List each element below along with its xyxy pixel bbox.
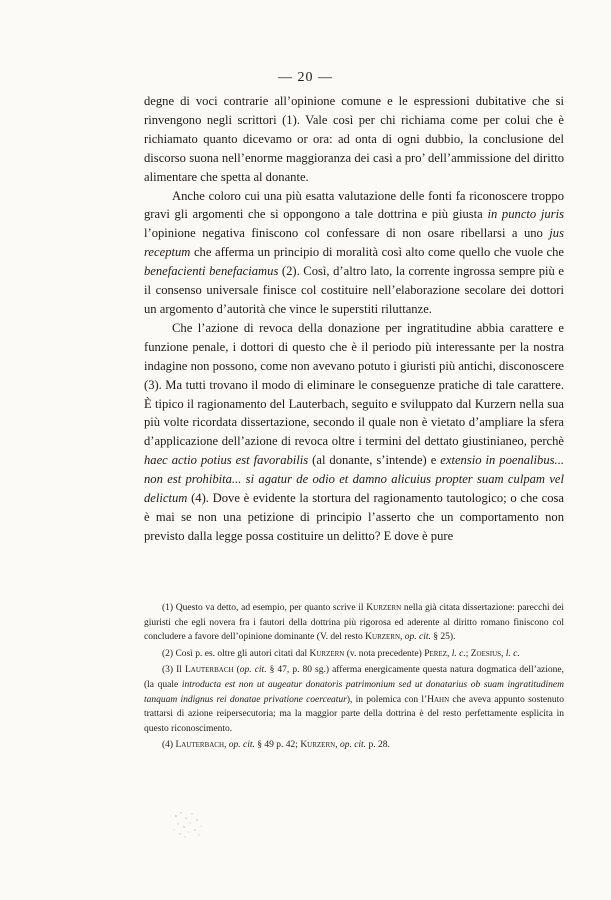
- text-run: (4): [162, 740, 176, 751]
- text-run: degne di voci contrarie all’opinione comune e le espressioni dubitative che si rinvengono negli scrittori (1). Vale così per chi richiama come per colui che è richiamato quanto dicevamo or ora: ad onta di ogni dubbio, la conclusione del discorso suona nell’enorme maggioranza dei casi a pro’ dell’ammissione del diritto alimentare che spetta al donante.: [144, 94, 564, 184]
- italic-text: op. cit.: [339, 740, 367, 751]
- italic-text: l. c.: [451, 648, 466, 659]
- author-name: Lauterbach: [175, 740, 225, 751]
- author-name: Kurzern: [309, 648, 345, 659]
- text-run: ,: [501, 648, 506, 659]
- author-name: Kurzern: [366, 603, 402, 613]
- footnote: [144, 601, 564, 645]
- text-run: (2). Così, d’altro lato, la corrente ingrossa sempre più e il consenso universale finisce col costituire nell’elaborazione secolare dei dottori un argomento d’autorità che vince le superstiti riluttanze.: [144, 264, 564, 316]
- paragraph: [144, 187, 564, 319]
- text-run: ,: [335, 740, 340, 751]
- text-run: ,: [400, 632, 405, 643]
- italic-text: benefacienti benefaciamus: [144, 264, 279, 279]
- text-run: (2) Così p. es. oltre gli autori citati dal: [162, 648, 310, 659]
- italic-text: in puncto juris: [487, 207, 564, 222]
- author-name: Lauterbach: [184, 665, 234, 676]
- footnote: [144, 663, 564, 736]
- italic-text: haec actio potius est favorabilis: [144, 453, 309, 468]
- text-run: § 47, p. 80 sg.) afferma energicamente questa natura dogmatica dell’azione, (la quale: [144, 665, 564, 690]
- text-run: § 49 p. 42;: [254, 740, 301, 751]
- text-run: che aveva appunto sostenuto trattarsi di azione reipersecutoria; ma la maggior parte della dottrina è del resto perfettamente esplicita in questo riconoscimento.: [144, 694, 564, 734]
- footnote: [144, 647, 564, 662]
- text-run: nella già citata dissertazione: parecchi dei giuristi che egli novera fra i fautori della dottrina più rigorosa ed aderente al diritto romano finiscono col concludere a favore dell’opinione dominante (V. del resto: [144, 603, 564, 643]
- author-name: Kurzern: [365, 632, 401, 643]
- text-run: l’opinione negativa finiscono col confessare di non osare ribellarsi a uno: [144, 226, 550, 241]
- italic-text: op. cit.: [404, 632, 431, 643]
- text-run: che afferma un principio di moralità così alto come quello che vuole che: [190, 245, 564, 260]
- italic-text: jus receptum: [144, 226, 564, 260]
- text-run: ,: [446, 648, 452, 659]
- text-run: (: [233, 665, 240, 676]
- italic-text: extensio in poenalibus... non est prohibita... si agatur de odio et damno alicuius propter suam culpam vel delictum: [144, 453, 564, 506]
- italic-text: introducta est non ut augeatur donatoris patrimonium sed ut donatarius ob suam ingratitudinem tanquam indignus rei donatae privatione coerceatur: [144, 679, 564, 705]
- italic-text: op. cit.: [239, 665, 267, 676]
- text-run: Che l’azione di revoca della donazione per ingratitudine abbia carattere e funzione penale, i dottori di questo che è il periodo più interessante per la nostra indagine non possono, come non avevano potuto i giuristi più antichi, disconoscere (3). Ma tutti trovano il modo di eliminare le conseguenze pratiche di tale carattere. È tipico il ragionamento del Lauterbach, seguito e sviluppato dal Kurzern nella sua più volte ricordata dissertazione, secondo il quale non è vietato d’ampliare la sfera d’applicazione dell’azione di revoca oltre i termini del dettato giustinianeo, perchè: [144, 320, 564, 449]
- italic-text: l. c.: [505, 648, 520, 659]
- page-number: — 20 —: [278, 70, 333, 85]
- text-run: (1) Questo va detto, ad esempio, per quanto scrive il: [162, 603, 367, 613]
- main-text: [144, 92, 564, 546]
- ink-smudge-mark: [170, 808, 210, 842]
- footnote: [144, 738, 564, 753]
- author-name: Kurzern: [300, 740, 336, 751]
- text-run: (al donante, s’intende) e: [308, 453, 441, 468]
- text-run: ;: [465, 648, 471, 659]
- author-name: Zoesius: [470, 648, 502, 659]
- text-run: (v. nota precedente): [344, 648, 425, 659]
- footnotes: [144, 601, 564, 755]
- author-name: Perez: [424, 648, 447, 659]
- text-run: ), in polemica con l’: [346, 694, 428, 705]
- author-name: Hahn: [427, 694, 450, 705]
- text-run: ,: [224, 740, 229, 751]
- text-run: Anche coloro cui una più esatta valutazione delle fonti fa riconoscere troppo gravi gli argomenti che si oppongono a tale dottrina e più giusta: [144, 188, 564, 222]
- paragraph: [144, 319, 564, 546]
- text-run: (4). Dove è evidente la stortura del ragionamento tautologico; o che cosa è mai se non una petizione di principio l’asserto che un comportamento non previsto dalla legge possa costituire un delitto? E dove è pure: [144, 491, 564, 543]
- text-run: § 25).: [430, 632, 456, 643]
- text-run: (3) Il: [162, 665, 185, 676]
- text-run: p. 28.: [366, 740, 390, 751]
- italic-text: op. cit.: [228, 740, 255, 751]
- paragraph: [144, 92, 564, 187]
